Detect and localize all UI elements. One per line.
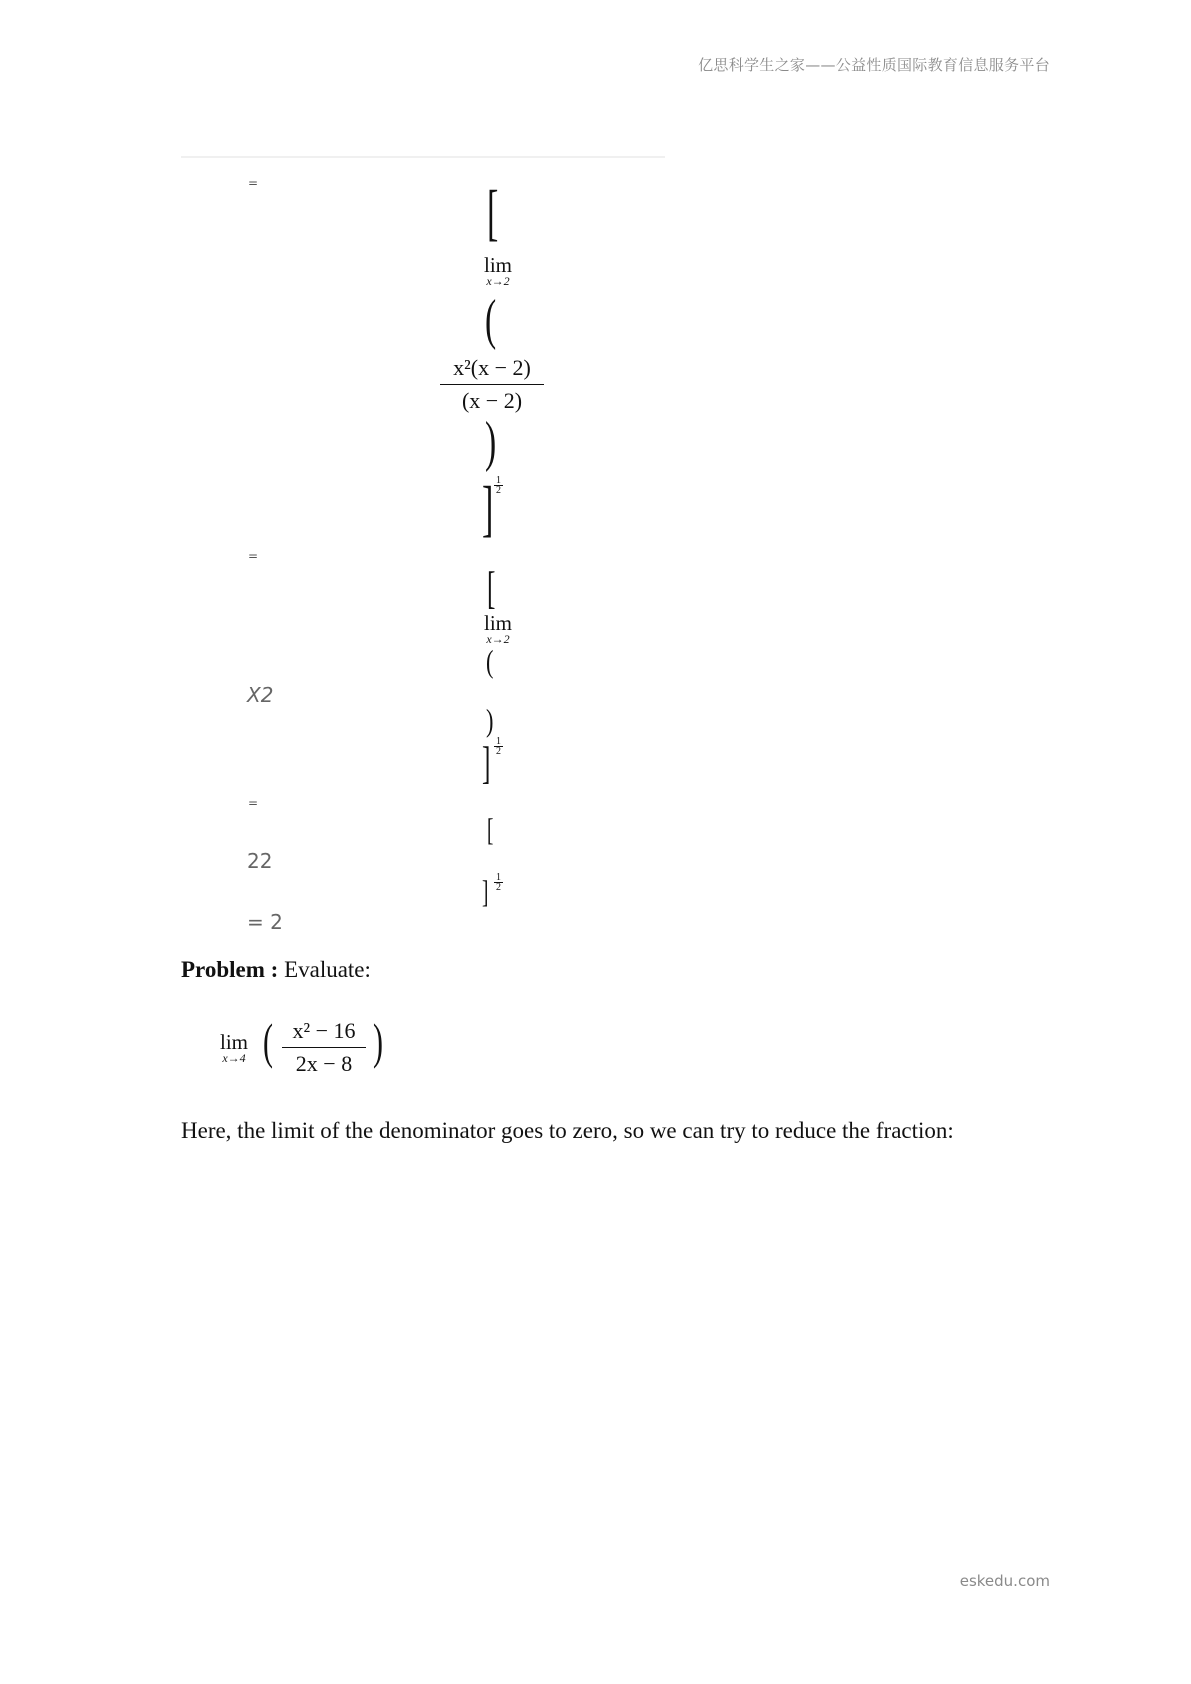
- body-paragraph: Here, the limit of the denominator goes to zero, so we can try to reduce the fraction:: [181, 1118, 954, 1143]
- fraction: [282, 1018, 366, 1077]
- close-paren: ): [486, 702, 494, 738]
- fraction: [440, 355, 544, 414]
- lim-word: lim: [483, 253, 512, 277]
- equals-sign: =: [248, 176, 259, 190]
- lim-word: lim: [483, 611, 512, 635]
- limit-operator: [468, 255, 528, 287]
- numerator: x²(x − 2): [453, 355, 531, 380]
- exponent: 1 2: [496, 736, 501, 757]
- limit-operator: [468, 613, 528, 645]
- close-bracket: ]: [482, 475, 494, 543]
- open-bracket: [: [487, 811, 494, 847]
- inner-expression: X2: [247, 683, 274, 707]
- denominator: 2x − 8: [282, 1047, 366, 1077]
- open-paren: (: [485, 289, 497, 351]
- lim-subscript: x→2: [486, 274, 510, 288]
- close-paren: ): [485, 411, 497, 473]
- page-footer: eskedu.com: [959, 1572, 1050, 1590]
- close-bracket: ]: [482, 873, 489, 909]
- problem-line: [181, 957, 371, 983]
- divider: [181, 156, 665, 158]
- lim-word: lim: [219, 1030, 248, 1054]
- close-bracket: ]: [482, 737, 491, 788]
- numerator: x² − 16: [292, 1018, 356, 1043]
- problem-label: Problem :: [181, 957, 279, 982]
- lim-subscript: x→4: [222, 1051, 246, 1065]
- open-bracket: [: [487, 562, 496, 613]
- exponent: 1 2: [496, 475, 501, 496]
- lim-subscript: x→2: [486, 632, 510, 646]
- open-bracket: [: [487, 179, 499, 247]
- equals-sign: =: [248, 549, 259, 563]
- exponent: 1 2: [496, 872, 501, 893]
- problem-text: Evaluate:: [284, 957, 371, 982]
- result: = 2: [247, 910, 283, 934]
- denominator: (x − 2): [440, 384, 544, 414]
- equals-sign: =: [248, 796, 259, 810]
- inner-expression: 22: [247, 849, 273, 873]
- open-paren: (: [486, 643, 494, 679]
- open-paren: (: [263, 1013, 273, 1069]
- page-header: 亿思科学生之家——公益性质国际教育信息服务平台: [698, 56, 1050, 74]
- close-paren: ): [373, 1013, 383, 1069]
- limit-operator: [204, 1032, 264, 1064]
